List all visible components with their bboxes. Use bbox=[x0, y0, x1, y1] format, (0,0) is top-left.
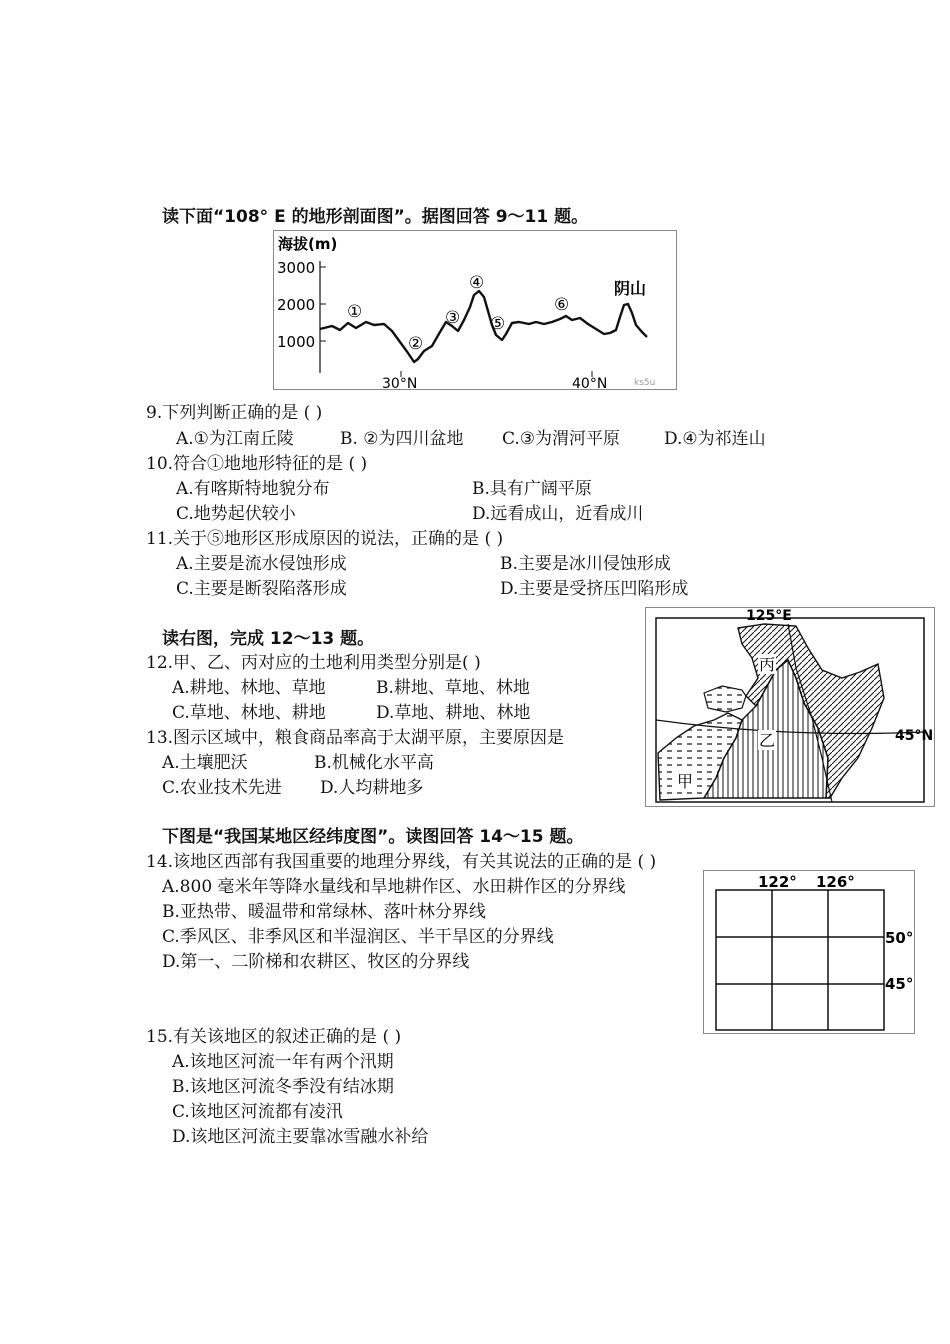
q10-option-c: C.地势起伏较小 bbox=[176, 504, 296, 524]
marker-6: ⑥ bbox=[554, 295, 570, 315]
q11-option-c: C.主要是断裂陷落形成 bbox=[176, 579, 347, 599]
q14-stem: 14.该地区西部有我国重要的地理分界线，有关其说法的正确的是 ( ) bbox=[146, 852, 657, 872]
q9-option-d: D.④为祁连山 bbox=[664, 429, 766, 449]
q12-option-d: D.草地、耕地、林地 bbox=[376, 703, 531, 723]
q11-option-b: B.主要是冰川侵蚀形成 bbox=[500, 554, 671, 574]
q13-option-c: C.农业技术先进 bbox=[162, 778, 282, 798]
watermark: ks5u bbox=[634, 378, 656, 388]
q9-option-c: C.③为渭河平原 bbox=[502, 429, 621, 449]
q11-stem: 11.关于⑤地形区形成原因的说法，正确的是 ( ) bbox=[146, 529, 504, 549]
landuse-map-svg bbox=[646, 608, 934, 806]
q9-option-b: B. ②为四川盆地 bbox=[340, 429, 464, 449]
q13-option-b: B.机械化水平高 bbox=[314, 753, 434, 773]
q15-option-a: A.该地区河流一年有两个汛期 bbox=[172, 1052, 394, 1072]
grid-frame bbox=[716, 890, 884, 1030]
y-tick-label-2000: 2000 bbox=[277, 296, 316, 314]
q12-option-b: B.耕地、草地、林地 bbox=[376, 678, 530, 698]
q15-option-d: D.该地区河流主要靠冰雪融水补给 bbox=[172, 1127, 429, 1147]
marker-2: ② bbox=[408, 334, 424, 354]
q11-option-d: D.主要是受挤压凹陷形成 bbox=[500, 579, 689, 599]
region-label-jia: 甲 bbox=[677, 772, 694, 791]
lat-lon-grid-svg bbox=[704, 871, 914, 1033]
q15-stem: 15.有关该地区的叙述正确的是 ( ) bbox=[146, 1027, 402, 1047]
q13-option-d: D.人均耕地多 bbox=[320, 778, 424, 798]
marker-4: ④ bbox=[469, 273, 485, 293]
q14-option-c: C.季风区、非季风区和半湿润区、半干旱区的分界线 bbox=[162, 927, 554, 947]
q10-stem: 10.符合①地地形特征的是 ( ) bbox=[146, 454, 368, 474]
q15-option-b: B.该地区河流冬季没有结冰期 bbox=[172, 1077, 394, 1097]
q11-option-a: A.主要是流水侵蚀形成 bbox=[176, 554, 347, 574]
q10-option-d: D.远看成山，近看成川 bbox=[472, 504, 644, 524]
q13-stem: 13.图示区域中，粮食商品率高于太湖平原，主要原因是 bbox=[146, 728, 565, 748]
latitude-label: 45°N bbox=[895, 728, 934, 744]
landuse-map-figure bbox=[645, 607, 935, 807]
lat-lon-grid-figure bbox=[703, 870, 915, 1034]
region-label-yi: 乙 bbox=[759, 731, 776, 750]
y-tick-label-1000: 1000 bbox=[277, 333, 316, 351]
lat-label-45: 45° bbox=[885, 975, 914, 993]
x-tick-label-30n: 30°N bbox=[382, 376, 418, 389]
q15-option-c: C.该地区河流都有凌汛 bbox=[172, 1102, 343, 1122]
q12-option-c: C.草地、林地、耕地 bbox=[172, 703, 326, 723]
q10-option-b: B.具有广阔平原 bbox=[472, 479, 592, 499]
q12-option-a: A.耕地、林地、草地 bbox=[172, 678, 326, 698]
q13-option-a: A.土壤肥沃 bbox=[162, 753, 248, 773]
terrain-profile-line bbox=[320, 291, 647, 362]
marker-5: ⑤ bbox=[490, 314, 506, 334]
terrain-profile-svg bbox=[274, 231, 676, 389]
longitude-label: 125°E bbox=[746, 608, 792, 624]
q10-option-a: A.有喀斯特地貌分布 bbox=[176, 479, 330, 499]
region-label-bing: 丙 bbox=[759, 655, 776, 674]
q14-option-d: D.第一、二阶梯和农耕区、牧区的分界线 bbox=[162, 952, 470, 972]
section3-header: 下图是“我国某地区经纬度图”。读图回答 14～15 题。 bbox=[162, 827, 584, 847]
terrain-profile-figure bbox=[273, 230, 677, 390]
y-tick-label-3000: 3000 bbox=[277, 259, 316, 277]
marker-1: ① bbox=[347, 302, 363, 322]
yinshan-label: 阴山 bbox=[614, 279, 647, 298]
lon-label-122: 122° bbox=[758, 873, 797, 891]
lat-label-50: 50° bbox=[885, 929, 914, 947]
q12-stem: 12.甲、乙、丙对应的土地利用类型分别是( ) bbox=[146, 653, 481, 673]
y-axis-label: 海拔(m) bbox=[278, 235, 338, 253]
marker-3: ③ bbox=[445, 308, 461, 328]
x-tick-label-40n: 40°N bbox=[572, 376, 608, 389]
section1-header: 读下面“108° E 的地形剖面图”。据图回答 9～11 题。 bbox=[162, 207, 589, 227]
q14-option-a: A.800 毫米年等降水量线和旱地耕作区、水田耕作区的分界线 bbox=[162, 877, 626, 897]
q9-option-a: A.①为江南丘陵 bbox=[176, 429, 294, 449]
lon-label-126: 126° bbox=[816, 873, 855, 891]
section2-header: 读右图，完成 12～13 题。 bbox=[162, 629, 375, 649]
q9-stem: 9.下列判断正确的是 ( ) bbox=[146, 403, 323, 423]
q14-option-b: B.亚热带、暖温带和常绿林、落叶林分界线 bbox=[162, 902, 486, 922]
